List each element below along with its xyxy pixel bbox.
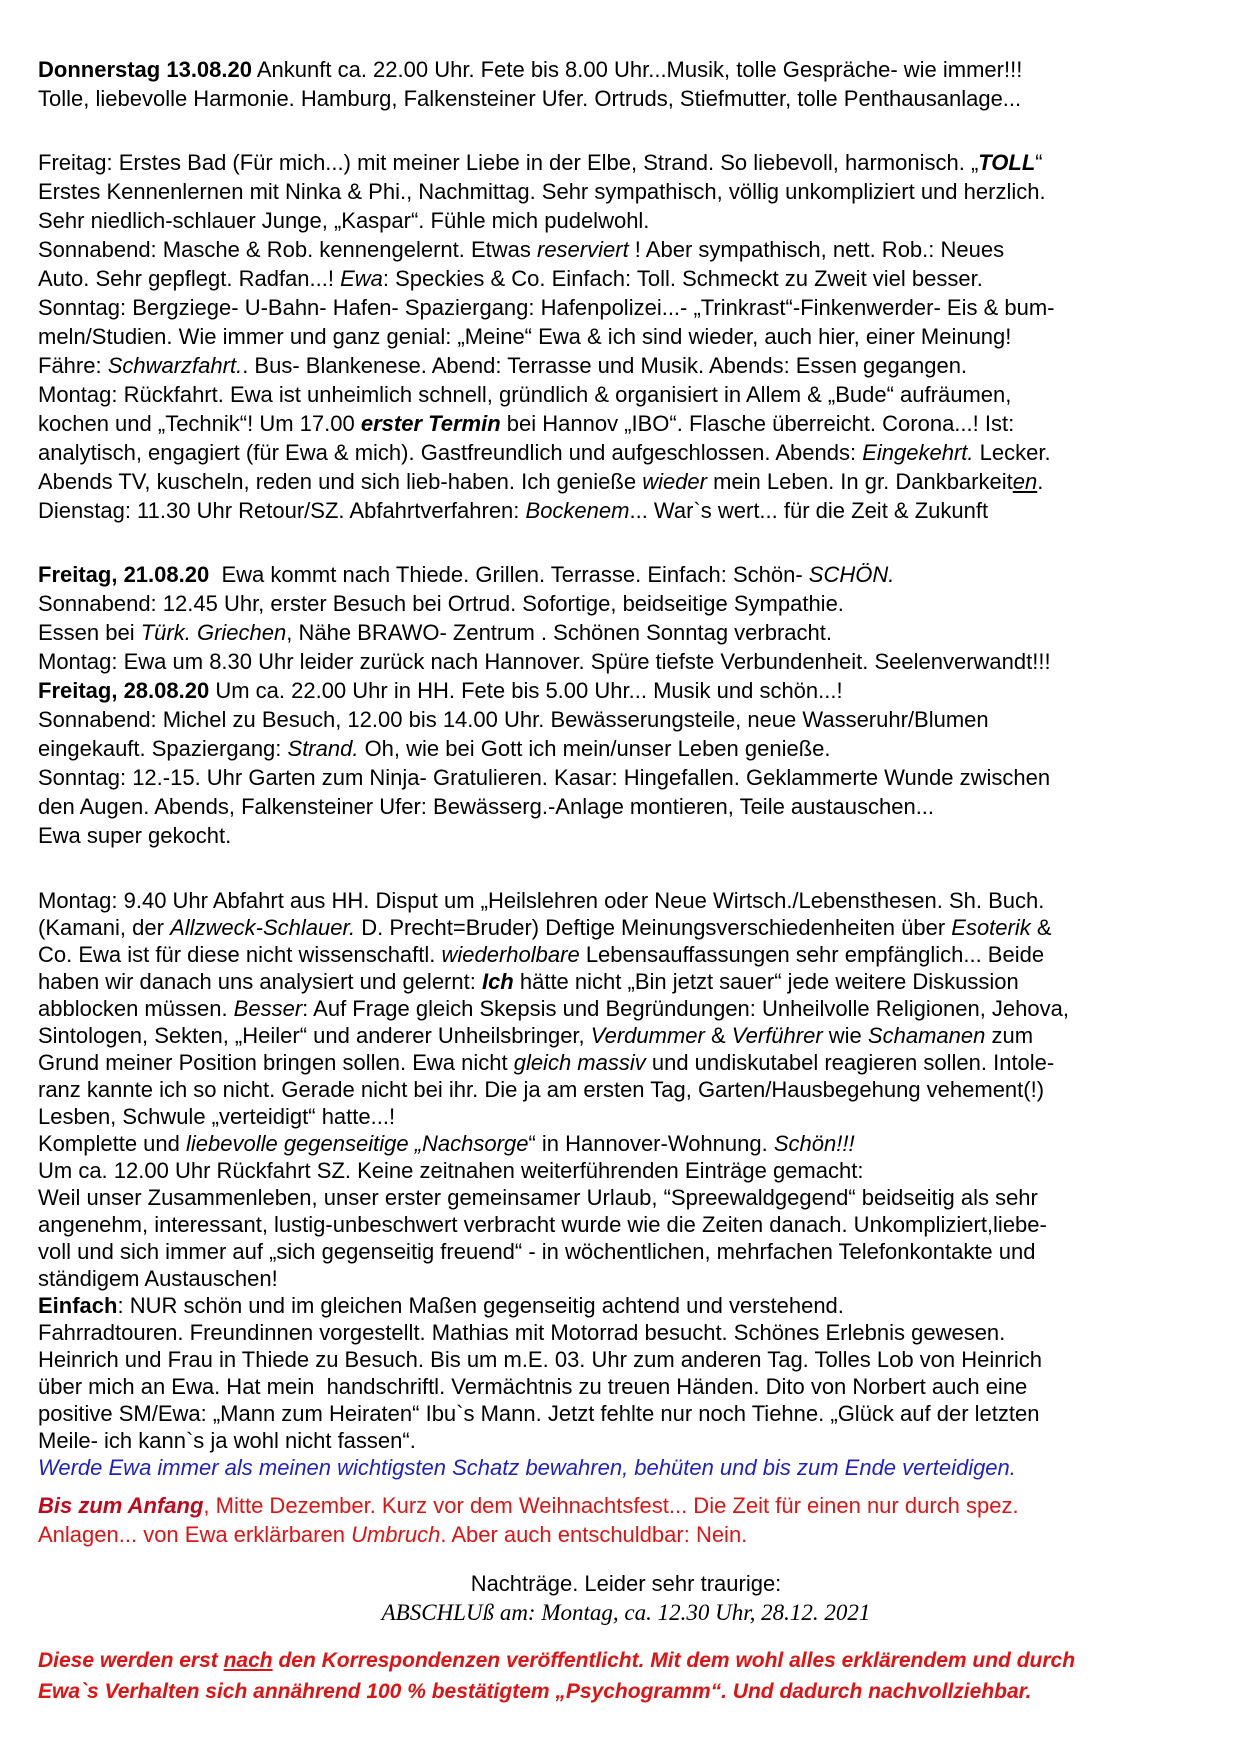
text-segment: Co. Ewa ist für diese nicht wissenschaftl. <box>38 942 442 967</box>
text-segment: Sehr niedlich-schlauer Junge, „Kaspar“. Fühle mich pudelwohl. <box>38 208 650 233</box>
text-segment: Freitag, 28.08.20 <box>38 678 210 703</box>
footer-note <box>38 1645 1214 1707</box>
text-segment: wieder <box>642 469 707 494</box>
text-segment: eingekauft. Spaziergang: <box>38 736 288 761</box>
text-segment: kochen und „Technik“! Um 17.00 <box>38 411 361 436</box>
text-segment: Lecker. <box>973 440 1051 465</box>
text-segment: Umbruch <box>351 1522 441 1547</box>
text-segment: . Aber auch entschuldbar: Nein. <box>440 1522 748 1547</box>
text-line <box>38 1373 1214 1400</box>
text-segment: Besser <box>233 996 303 1021</box>
text-segment: Ich <box>481 969 514 994</box>
text-segment: Meile- ich kann`s ja wohl nicht fassen“. <box>38 1428 416 1453</box>
text-line <box>38 792 1214 821</box>
text-segment: D. Precht=Bruder) Deftige Meinungsverschiedenheiten über <box>355 915 952 940</box>
text-line <box>38 914 1214 941</box>
text-segment: Sonntag: 12.-15. Uhr Garten zum Ninja- Gratulieren. Kasar: Hingefallen. Geklammerte Wunde zwischen <box>38 765 1051 790</box>
text-segment: Strand. <box>287 736 359 761</box>
text-segment: und undiskutabel reagieren sollen. Intole- <box>645 1050 1055 1075</box>
text-segment: Fähre: <box>38 353 108 378</box>
text-segment: hätte nicht „Bin jetzt sauer“ jede weitere Diskussion <box>513 969 1019 994</box>
text-line <box>38 1319 1214 1346</box>
text-segment: nach <box>223 1649 273 1672</box>
note-bis-zum-anfang <box>38 1491 1214 1549</box>
text-line <box>38 1022 1214 1049</box>
text-segment: Erstes Kennenlernen mit Ninka & Phi., Nachmittag. Sehr sympathisch, völlig unkompliziert und herzlich. <box>38 179 1046 204</box>
text-segment: Anlagen... von Ewa erklärbaren <box>38 1522 352 1547</box>
text-segment: Fahrradtouren. Freundinnen vorgestellt. Mathias mit Motorrad besucht. Schönes Erlebnis gewesen. <box>38 1320 1006 1345</box>
text-segment: Ankunft ca. 22.00 Uhr. Fete bis 8.00 Uhr...Musik, tolle Gespräche- wie immer!!! <box>251 57 1023 82</box>
text-segment: Komplette und <box>38 1131 186 1156</box>
text-segment: Eingekehrt. <box>862 440 974 465</box>
text-segment: Oh, wie bei Gott ich mein/unser Leben genieße. <box>358 736 831 761</box>
text-line <box>38 177 1214 206</box>
text-segment: ... War`s wert... für die Zeit & Zukunft <box>629 498 989 523</box>
text-segment: Ewa super gekocht. <box>38 823 232 848</box>
text-segment: Schwarzfahrt. <box>107 353 243 378</box>
text-segment: Türk. Griechen <box>140 620 287 645</box>
text-line <box>38 941 1214 968</box>
text-segment: ! Aber sympathisch, nett. Rob.: Neues <box>628 237 1005 262</box>
text-segment: Diese werden erst <box>38 1649 224 1672</box>
text-line <box>38 763 1214 792</box>
text-line <box>38 148 1214 177</box>
text-line <box>38 647 1214 676</box>
text-segment: & <box>704 1023 732 1048</box>
text-segment: , Mitte Dezember. Kurz vor dem Weihnachtsfest... Die Zeit für einen nur durch spez. <box>203 1493 1019 1518</box>
text-line <box>38 560 1214 589</box>
text-segment: & <box>1030 915 1052 940</box>
text-segment: ranz kannte ich so nicht. Gerade nicht bei ihr. Die ja am ersten Tag, Garten/Hausbegehung vehement(!) <box>38 1077 1045 1102</box>
text-segment: Abends TV, kuscheln, reden und sich lieb-haben. Ich genieße <box>38 469 643 494</box>
text-segment: Bockenem <box>525 498 630 523</box>
entry-freitag-bis-dienstag <box>38 148 1214 525</box>
text-line <box>38 676 1214 705</box>
text-segment: Weil unser Zusammenleben, unser erster gemeinsamer Urlaub, “Spreewaldgegend“ beidseitig als sehr <box>38 1185 1038 1210</box>
text-segment: , Nähe BRAWO- Zentrum . Schönen Sonntag verbracht. <box>286 620 833 645</box>
text-segment: Um ca. 22.00 Uhr in HH. Fete bis 5.00 Uhr... Musik und schön...! <box>209 678 843 703</box>
text-line <box>38 968 1214 995</box>
text-segment: voll und sich immer auf „sich gegenseitig freuend“ - in wöchentlichen, mehrfachen Telefonkontakte und <box>38 1239 1036 1264</box>
text-line <box>38 1292 1214 1319</box>
text-segment: über mich an Ewa. Hat mein handschriftl. Vermächtnis zu treuen Händen. Dito von Norbert auch eine <box>38 1374 1028 1399</box>
text-line <box>38 1676 1214 1707</box>
text-segment: Ewa`s Verhalten sich annährend 100 % bestätigtem „Psychogramm“. Und dadurch nachvollziehbar. <box>38 1680 1032 1703</box>
text-segment: Sintologen, Sekten, „Heiler“ und anderer Unheilsbringer, <box>38 1023 591 1048</box>
text-line <box>38 351 1214 380</box>
text-line <box>38 705 1214 734</box>
text-segment: : Speckies & Co. Einfach: Toll. Schmeckt zu Zweit viel besser. <box>382 266 983 291</box>
text-segment: Tolle, liebevolle Harmonie. Hamburg, Falkensteiner Ufer. Ortruds, Stiefmutter, tolle Penthausanlage... <box>38 86 1022 111</box>
text-segment: : NUR schön und im gleichen Maßen gegenseitig achtend und verstehend. <box>117 1293 844 1318</box>
text-line <box>38 1598 1214 1627</box>
text-segment: Schön!!! <box>773 1131 855 1156</box>
text-segment: “ <box>1035 150 1043 175</box>
text-line <box>38 1520 1214 1549</box>
text-line <box>38 293 1214 322</box>
text-segment: Nachträge. Leider sehr traurige: <box>470 1571 782 1596</box>
text-segment: wie <box>822 1023 868 1048</box>
text-line <box>38 1346 1214 1373</box>
text-line <box>38 618 1214 647</box>
text-segment: . <box>1037 469 1044 494</box>
text-line <box>38 1184 1214 1211</box>
text-line <box>38 264 1214 293</box>
text-segment: Lebensauffassungen sehr empfänglich... Beide <box>579 942 1045 967</box>
text-segment: Schamanen <box>867 1023 986 1048</box>
text-line <box>38 887 1214 914</box>
text-segment: positive SM/Ewa: „Mann zum Heiraten“ Ibu`s Mann. Jetzt fehlte nur noch Tiehne. „Glück auf der letzten <box>38 1401 1040 1426</box>
text-line <box>38 1103 1214 1130</box>
text-segment: den Augen. Abends, Falkensteiner Ufer: Bewässerg.-Anlage montieren, Teile austauschen... <box>38 794 935 819</box>
text-line <box>38 235 1214 264</box>
addendum-header <box>38 1569 1214 1627</box>
entry-freitag-21-08-20 <box>38 560 1214 850</box>
text-line <box>38 1491 1214 1520</box>
text-segment: reserviert <box>537 237 629 262</box>
text-segment: Montag: 9.40 Uhr Abfahrt aus HH. Disput um „Heilslehren oder Neue Wirtsch./Lebensthesen. Sh. Buch. <box>38 888 1045 913</box>
text-segment: Montag: Rückfahrt. Ewa ist unheimlich schnell, gründlich & organisiert in Allem & „Bude“ aufräumen, <box>38 382 1012 407</box>
text-segment: Werde Ewa immer als meinen wichtigsten Schatz bewahren, behüten und bis zum Ende verteidigen. <box>38 1455 1016 1480</box>
text-segment: en <box>1012 469 1038 494</box>
text-line <box>38 322 1214 351</box>
text-segment: wiederholbare <box>441 942 580 967</box>
text-line <box>38 589 1214 618</box>
text-segment: gleich massiv <box>513 1050 646 1075</box>
text-segment: Essen bei <box>38 620 141 645</box>
text-segment: Sonntag: Bergziege- U-Bahn- Hafen- Spaziergang: Hafenpolizei...- „Trinkrast“-Finkenwerder- Eis & bum- <box>38 295 1055 320</box>
text-segment: SCHÖN. <box>808 562 895 587</box>
text-segment: abblocken müssen. <box>38 996 234 1021</box>
text-line <box>38 496 1214 525</box>
text-line <box>38 1076 1214 1103</box>
text-segment: zum <box>985 1023 1034 1048</box>
text-segment: ABSCHLUß am: Montag, ca. 12.30 Uhr, 28.12. 2021 <box>381 1600 871 1625</box>
text-segment: Lesben, Schwule „verteidigt“ hatte...! <box>38 1104 396 1129</box>
text-segment: erster Termin <box>360 411 501 436</box>
text-segment: meln/Studien. Wie immer und ganz genial: „Meine“ Ewa & ich sind wieder, auch hier, einer Meinung! <box>38 324 1012 349</box>
text-line <box>38 1427 1214 1454</box>
text-line <box>38 206 1214 235</box>
entry-donnerstag-13-08-20 <box>38 55 1214 113</box>
text-segment: Ewa kommt nach Thiede. Grillen. Terrasse. Einfach: Schön- <box>209 562 809 587</box>
text-line <box>38 1454 1214 1481</box>
text-line <box>38 438 1214 467</box>
text-segment: TOLL <box>978 150 1036 175</box>
text-segment: Grund meiner Position bringen sollen. Ewa nicht <box>38 1050 514 1075</box>
text-segment: ständigem Austauschen! <box>38 1266 278 1291</box>
text-segment: Bis zum Anfang <box>38 1493 204 1518</box>
text-line <box>38 467 1214 496</box>
text-segment: Heinrich und Frau in Thiede zu Besuch. Bis um m.E. 03. Uhr zum anderen Tag. Tolles Lob von Heinrich <box>38 1347 1042 1372</box>
text-segment: Um ca. 12.00 Uhr Rückfahrt SZ. Keine zeitnahen weiterführenden Einträge gemacht: <box>38 1158 864 1183</box>
text-line <box>38 55 1214 84</box>
text-segment: Dienstag: 11.30 Uhr Retour/SZ. Abfahrtverfahren: <box>38 498 526 523</box>
text-segment: Donnerstag 13.08.20 <box>38 57 252 82</box>
text-segment: . Bus- Blankenese. Abend: Terrasse und Musik. Abends: Essen gegangen. <box>242 353 968 378</box>
text-segment: Freitag, 21.08.20 <box>38 562 210 587</box>
text-segment: Sonnabend: 12.45 Uhr, erster Besuch bei Ortrud. Sofortige, beidseitige Sympathie. <box>38 591 844 616</box>
text-segment: Einfach <box>38 1293 118 1318</box>
text-line <box>38 1211 1214 1238</box>
text-segment: Ewa <box>340 266 383 291</box>
text-line <box>38 1238 1214 1265</box>
text-segment: den Korrespondenzen veröffentlicht. Mit dem wohl alles erklärendem und durch <box>272 1649 1076 1672</box>
text-segment: Sonnabend: Michel zu Besuch, 12.00 bis 14.00 Uhr. Bewässerungsteile, neue Wasseruhr/Blumen <box>38 707 989 732</box>
text-segment: Verdummer <box>590 1023 705 1048</box>
text-segment: Sonnabend: Masche & Rob. kennengelernt. Etwas <box>38 237 537 262</box>
text-segment: Esoterik <box>951 915 1031 940</box>
text-segment: Auto. Sehr gepflegt. Radfan...! <box>38 266 341 291</box>
text-segment: analytisch, engagiert (für Ewa & mich). Gastfreundlich und aufgeschlossen. Abends: <box>38 440 863 465</box>
text-line <box>38 84 1214 113</box>
text-line <box>38 1265 1214 1292</box>
text-segment: Freitag: Erstes Bad (Für mich...) mit meiner Liebe in der Elbe, Strand. So liebevoll, harmonisch. „ <box>38 150 979 175</box>
text-line <box>38 995 1214 1022</box>
text-segment: liebevolle gegenseitige „Nachsorge <box>185 1131 529 1156</box>
text-line <box>38 734 1214 763</box>
text-segment: mein Leben. In gr. Dankbarkeit <box>707 469 1013 494</box>
text-line <box>38 1569 1214 1598</box>
text-line <box>38 1157 1214 1184</box>
text-segment: “ in Hannover-Wohnung. <box>528 1131 774 1156</box>
text-line <box>38 1049 1214 1076</box>
text-segment: bei Hannov „IBO“. Flasche überreicht. Corona...! Ist: <box>500 411 1015 436</box>
text-line <box>38 1645 1214 1676</box>
text-segment: Montag: Ewa um 8.30 Uhr leider zurück nach Hannover. Spüre tiefste Verbundenheit. Seelenverwandt!!! <box>38 649 1051 674</box>
text-line <box>38 1130 1214 1157</box>
text-segment: angenehm, interessant, lustig-unbeschwert verbracht wurde wie die Zeiten danach. Unkompliziert,liebe- <box>38 1212 1047 1237</box>
entry-montag-rueckfahrt <box>38 887 1214 1481</box>
text-line <box>38 380 1214 409</box>
text-line <box>38 821 1214 850</box>
text-segment: (Kamani, der <box>38 915 171 940</box>
text-segment: Verführer <box>731 1023 823 1048</box>
text-line <box>38 409 1214 438</box>
text-segment: : Auf Frage gleich Skepsis und Begründungen: Unheilvolle Religionen, Jehova, <box>302 996 1069 1021</box>
text-segment: Allzweck-Schlauer. <box>170 915 356 940</box>
text-line <box>38 1400 1214 1427</box>
text-segment: haben wir danach uns analysiert und gelernt: <box>38 969 482 994</box>
